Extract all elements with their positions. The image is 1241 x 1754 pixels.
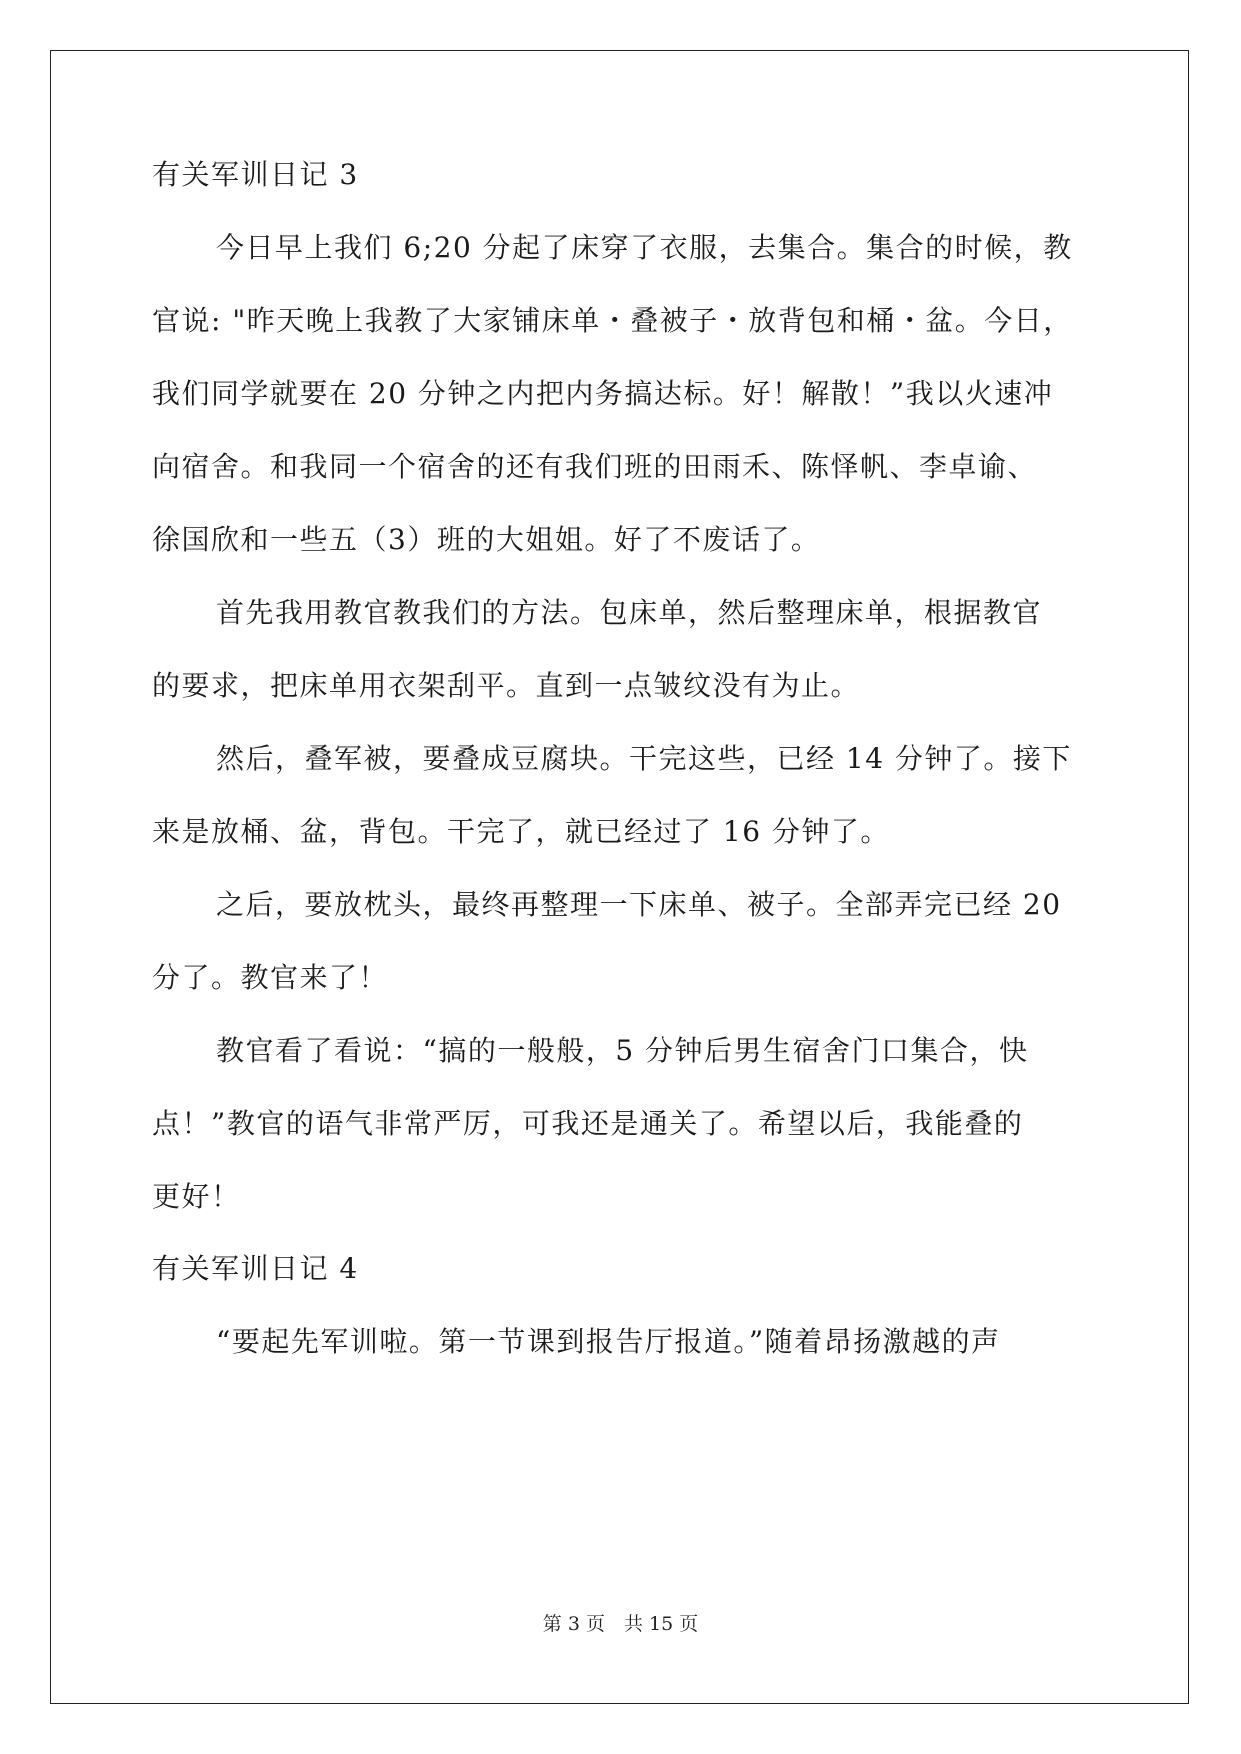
page-frame: [50, 50, 1189, 1704]
paragraph-line: 点！”教官的语气非常严厉，可我还是通关了。希望以后，我能叠的: [152, 1107, 1024, 1140]
paragraph-line: 之后，要放枕头，最终再整理一下床单、被子。全部弄完已经 20: [216, 888, 1062, 921]
section-heading: 有关军训日记 3: [152, 158, 359, 191]
paragraph-line: 我们同学就要在 20 分钟之内把内务搞达标。好！解散！”我以火速冲: [152, 377, 1054, 410]
paragraph-line: 徐国欣和一些五（3）班的大姐姐。好了不废话了。: [152, 523, 821, 556]
paragraph-line: 分了。教官来了！: [152, 961, 389, 994]
paragraph-line: 首先我用教官教我们的方法。包床单，然后整理床单，根据教官: [216, 596, 1043, 629]
paragraph-line: “要起先军训啦。第一节课到报告厅报道。”随着昂扬激越的声: [216, 1325, 1001, 1358]
paragraph-line: 今日早上我们 6;20 分起了床穿了衣服，去集合。集合的时候，教: [216, 231, 1073, 264]
paragraph-line: 然后，叠军被，要叠成豆腐块。干完这些，已经 14 分钟了。接下: [216, 742, 1072, 775]
paragraph-line: 的要求，把床单用衣架刮平。直到一点皱纹没有为止。: [152, 669, 861, 702]
page-number-footer: 第 3 页 共 15 页: [542, 1613, 699, 1635]
paragraph-line: 来是放桶、盆，背包。干完了，就已经过了 16 分钟了。: [152, 815, 890, 848]
section-heading: 有关军训日记 4: [152, 1252, 359, 1285]
paragraph-line: 更好！: [152, 1180, 241, 1213]
paragraph-line: 官说: "昨天晚上我教了大家铺床单・叠被子・放背包和桶・盆。今日，: [152, 304, 1073, 337]
paragraph-line: 向宿舍。和我同一个宿舍的还有我们班的田雨禾、陈怿帆、李卓谕、: [152, 450, 1038, 483]
paragraph-line: 教官看了看说：“搞的一般般，5 分钟后男生宿舍门口集合，快: [216, 1034, 1029, 1067]
